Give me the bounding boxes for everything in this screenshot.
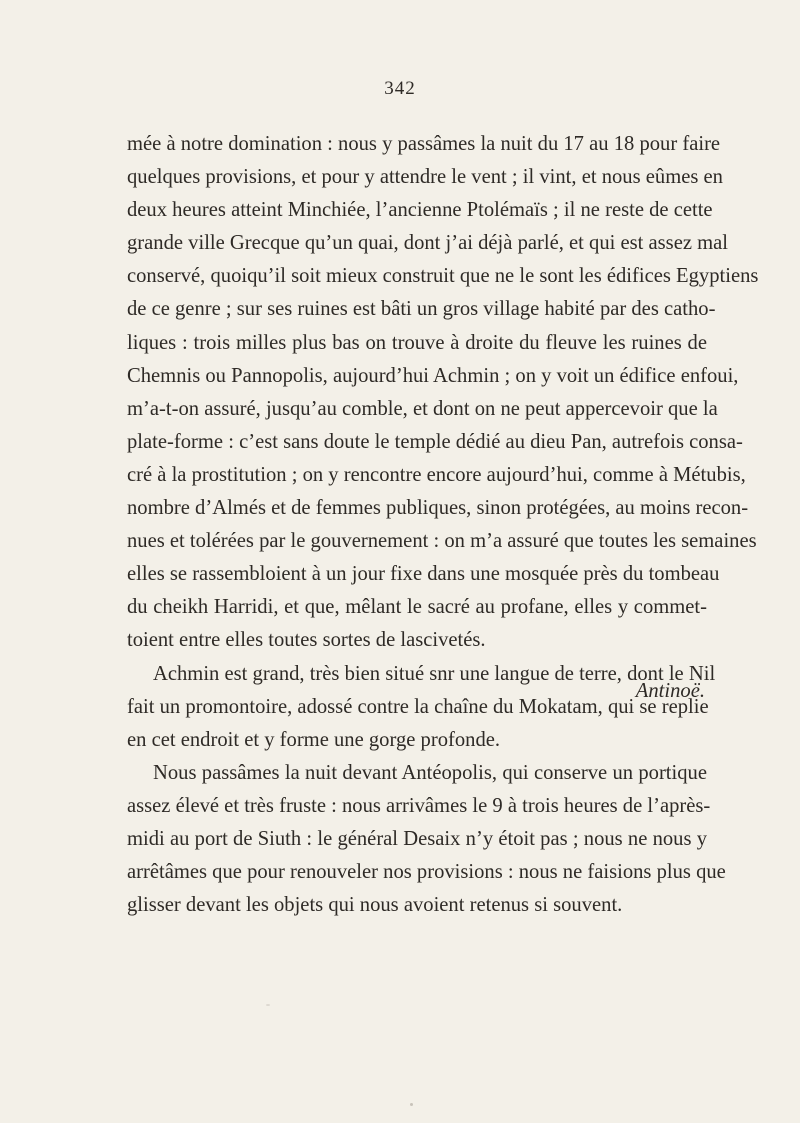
text-line: en cet endroit et y forme une gorge profonde. [127, 728, 501, 751]
text-line: cré à la prostitution ; on y rencontre encore aujourd’hui, comme à Métubis, [127, 463, 746, 486]
text-line: deux heures atteint Minchiée, l’ancienne Ptolémaïs ; il ne reste de cette [127, 199, 713, 222]
text-line: Achmin est grand, très bien situé snr une langue de terre, dont le Nil [153, 662, 716, 685]
ink-spot [410, 1103, 413, 1106]
text-line: elles se rassembloient à un jour fixe dans une mosquée près du tombeau [127, 563, 720, 586]
text-line: Chemnis ou Pannopolis, aujourd’hui Achmin ; on y voit un édifice enfoui, [127, 364, 739, 387]
text-line: liques : trois milles plus bas on trouve à droite du fleuve les ruines de [127, 331, 707, 354]
text-line: toient entre elles toutes sortes de lascivetés. [127, 629, 486, 652]
page-number: 342 [384, 78, 416, 99]
text-line: conservé, quoiqu’il soit mieux construit que ne le sont les édifices Egyptiens [127, 265, 759, 288]
text-line: Nous passâmes la nuit devant Antéopolis, qui conserve un portique [153, 761, 707, 784]
text-line: assez élevé et très fruste : nous arrivâmes le 9 à trois heures de l’après- [127, 794, 711, 817]
text-line: de ce genre ; sur ses ruines est bâti un gros village habité par des catho- [127, 298, 716, 321]
body-text [127, 128, 759, 922]
text-line: mée à notre domination : nous y passâmes la nuit du 17 au 18 pour faire [127, 133, 721, 155]
text-line: du cheikh Harridi, et que, mêlant le sacré au profane, elles y commet- [127, 596, 707, 619]
catchword: Antinoë. [635, 680, 705, 702]
text-line: quelques provisions, et pour y attendre le vent ; il vint, et nous eûmes en [127, 166, 723, 189]
text-line: nues et tolérées par le gouvernement : on m’a assuré que toutes les semaines [127, 530, 757, 553]
text-line: midi au port de Siuth : le général Desaix n’y étoit pas ; nous ne nous y [127, 827, 707, 850]
text-line: fait un promontoire, adossé contre la chaîne du Mokatam, qui se replie [127, 695, 709, 718]
ink-spot [266, 1004, 270, 1006]
text-line: plate-forme : c’est sans doute le temple dédié au dieu Pan, autrefois consa- [127, 430, 743, 453]
text-line: glisser devant les objets qui nous avoient retenus si souvent. [127, 894, 623, 917]
text-line: nombre d’Almés et de femmes publiques, sinon protégées, au moins recon- [127, 497, 749, 520]
text-line: grande ville Grecque qu’un quai, dont j’ai déjà parlé, et qui est assez mal [127, 232, 728, 255]
text-line: arrêtâmes que pour renouveler nos provisions : nous ne faisions plus que [127, 861, 726, 884]
text-line: m’a-t-on assuré, jusqu’au comble, et dont on ne peut appercevoir que la [127, 397, 718, 420]
